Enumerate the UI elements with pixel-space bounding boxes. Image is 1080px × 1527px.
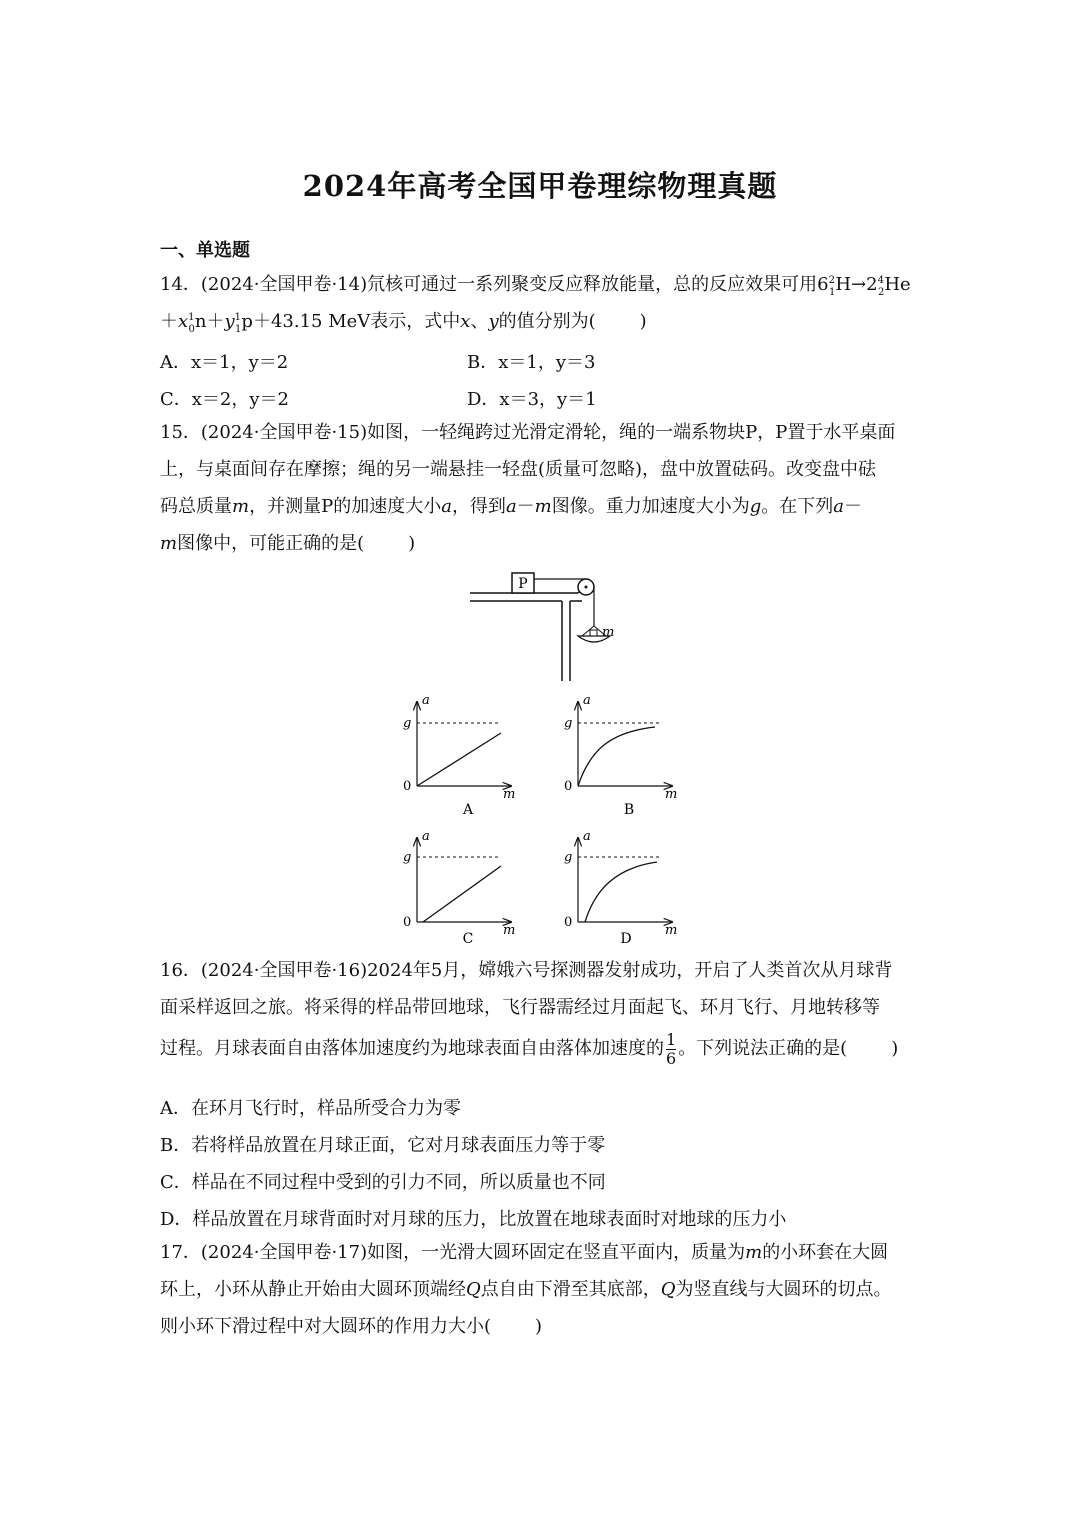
- q14-option-d: D．x＝3，y＝1: [467, 389, 597, 410]
- graph-b-caption: B: [623, 802, 635, 818]
- graph-a-origin: 0: [403, 779, 412, 794]
- graph-b-x-label: m: [665, 787, 678, 802]
- q14-y: y: [224, 311, 235, 332]
- question-17: 17．(2024·全国甲卷·17)如图，一光滑大圆环固定在竖直平面内，质量为m的小环套在大圆 环上，小环从静止开始由大圆环顶端经Q点自由下滑至其底部，Q为竖直线与大圆环的切点。 则小环下滑过程中对大圆环的作用力大小( ): [160, 1242, 892, 1337]
- q14-option-c: C．x＝2，y＝2: [160, 389, 289, 410]
- curve-a: [417, 733, 501, 786]
- graph-c-x-label: m: [503, 923, 516, 938]
- graph-d-caption: D: [620, 931, 632, 946]
- graph-b-origin: 0: [564, 779, 573, 794]
- weight: [590, 630, 597, 636]
- q14-tail: 的值分别为(: [498, 311, 596, 332]
- graph-b-g-label: g: [564, 716, 573, 731]
- q16-close: ): [891, 1038, 899, 1059]
- q15-line1: 15．(2024·全国甲卷·15)如图，一轻绳跨过光滑定滑轮，绳的一端系物块P，P置于水平桌面: [160, 422, 896, 443]
- q16-line1: 16．(2024·全国甲卷·16)2024年5月，嫦娥六号探测器发射成功，开启了人类首次从月球背: [160, 960, 893, 981]
- q17-line3: 则小环下滑过程中对大圆环的作用力大小(: [160, 1316, 492, 1337]
- frac-num: 1: [666, 1029, 677, 1049]
- q14-eq5: p＋43.15 MeV表示，式中: [241, 311, 461, 332]
- graph-d-origin: 0: [564, 915, 573, 930]
- q16-option-b: B．若将样品放置在月球正面，它对月球表面压力等于零: [160, 1135, 606, 1156]
- q15-line4a: 图像中，可能正确的是(: [177, 533, 365, 554]
- page-title: 2024年高考全国甲卷理综物理真题: [302, 169, 778, 203]
- q15-line3d: 图像。重力加速度大小为: [551, 496, 750, 517]
- curve-c: [423, 866, 501, 922]
- q17-line2b: 点自由下滑至其底部，: [480, 1279, 661, 1300]
- graph-d-x-label: m: [665, 923, 678, 938]
- graph-c-origin: 0: [403, 915, 412, 930]
- graph-c-y-label: a: [422, 829, 430, 844]
- q17-line1b: 的小环套在大圆: [762, 1242, 889, 1263]
- q15-close: ): [408, 533, 416, 554]
- q14-eq3: ＋: [160, 311, 178, 332]
- q14-eq4: n＋: [194, 311, 225, 332]
- graph-d-y-label: a: [583, 829, 591, 844]
- pulley-diagram: [460, 566, 620, 686]
- q15-line2: 上，与桌面间存在摩擦；绳的另一端悬挂一轻盘(质量可忽略)，盘中放置砝码。改变盘中砝: [160, 459, 877, 480]
- graph-a-y-label: a: [422, 693, 430, 708]
- q17-line2c: 为竖直线与大圆环的切点。: [675, 1279, 892, 1300]
- q14-eq2b: He: [884, 274, 911, 295]
- curve-b: [578, 727, 655, 786]
- graph-d: [564, 829, 677, 946]
- frac-den: 6: [666, 1048, 677, 1068]
- q15-line3c: ，得到: [451, 496, 506, 517]
- graph-c-caption: C: [462, 931, 474, 946]
- graph-b-y-label: a: [583, 693, 591, 708]
- q14-option-a: A．x＝1，y＝2: [160, 352, 289, 373]
- curve-d: [585, 862, 657, 922]
- fraction-one-sixth: [666, 1031, 676, 1068]
- graph-a-g-label: g: [403, 716, 412, 731]
- q15-line3e: 。在下列: [761, 496, 834, 517]
- q14-head: 14．(2024·全国甲卷·14)氘核可通过一系列聚变反应释放能量，总的反应效果可用: [160, 274, 818, 295]
- graph-d-g-label: g: [564, 850, 573, 865]
- graph-a: [403, 693, 515, 818]
- q16-option-a: A．在环月飞行时，样品所受合力为零: [160, 1098, 461, 1119]
- q16-option-d: D．样品放置在月球背面时对月球的压力，比放置在地球表面时对地球的压力小: [160, 1209, 787, 1230]
- q14-eq1b: H: [835, 274, 852, 295]
- q17-line2a: 环上，小环从静止开始由大圆环顶端经: [160, 1279, 466, 1300]
- graph-grid: [395, 690, 685, 946]
- graph-a-x-label: m: [503, 787, 516, 802]
- q14-x: x: [178, 311, 189, 332]
- q16-line2: 面采样返回之旅。将采得的样品带回地球，飞行器需经过月面起飞、环月飞行、月地转移等: [160, 997, 880, 1018]
- q14-option-b: B．x＝1，y＝3: [467, 352, 596, 373]
- block-p-label: P: [518, 576, 528, 592]
- q16-line3b: 。下列说法正确的是(: [678, 1038, 848, 1059]
- question-15: 15．(2024·全国甲卷·15)如图，一轻绳跨过光滑定滑轮，绳的一端系物块P，P置于水平桌面 上，与桌面间存在摩擦；绳的另一端悬挂一轻盘(质量可忽略)，盘中放置砝码。改变盘中砝 码总质量m，并测量P的加速度大小a，得到a－m图像。重力加速度大小为g。在下列a－ m图像中，可能正确的是( ): [160, 422, 896, 554]
- q14-eq2: →2: [851, 274, 878, 295]
- graph-c-g-label: g: [403, 850, 412, 865]
- q16-line3a: 过程。月球表面自由落体加速度约为地球表面自由落体加速度的: [160, 1038, 664, 1059]
- graph-b: [564, 693, 677, 818]
- section-heading: 一、单选题: [160, 240, 250, 261]
- q15-line3b: ，并测量P的加速度大小: [249, 496, 442, 517]
- question-14: 14．(2024·全国甲卷·14)氘核可通过一系列聚变反应释放能量，总的反应效果可用$6^2_1H\to 2^4_2He$ $+x^1_0n+y^1_1p+43.15$ MeV表示，式中x、y的值分别为( ): [160, 274, 911, 335]
- q14-close: ): [639, 311, 647, 332]
- q17-line1a: 17．(2024·全国甲卷·17)如图，一光滑大圆环固定在竖直平面内，质量为: [160, 1242, 746, 1263]
- q16-option-c: C．样品在不同过程中受到的引力不同，所以质量也不同: [160, 1172, 606, 1193]
- graph-a-caption: A: [462, 802, 474, 818]
- mass-label: m: [602, 625, 615, 640]
- q14-eq1: 6: [817, 274, 829, 295]
- question-16: [160, 952, 922, 1072]
- q15-line3a: 码总质量: [160, 496, 232, 517]
- q17-close: ): [535, 1316, 543, 1337]
- graph-c: [403, 829, 515, 946]
